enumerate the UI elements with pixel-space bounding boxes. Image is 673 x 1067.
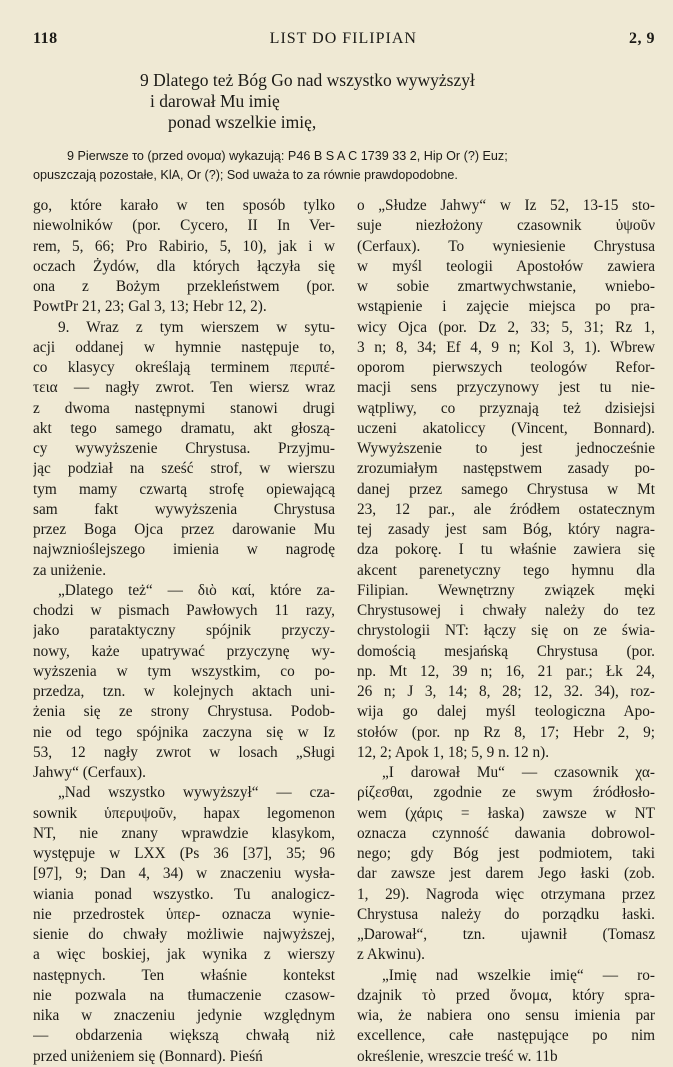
text-line: „Nad wszystko wywyższył“ — cza-: [58, 784, 335, 802]
text-line: z dwoma następnymi stanowi drugi: [33, 399, 335, 417]
text-line: PowtPr 21, 23; Gal 3, 13; Hebr 12, 2).: [33, 298, 267, 316]
text-line: stołów (por. np Rz 8, 17; Hebr 2, 9;: [357, 723, 655, 741]
text-line: jąc podział na sześć strof, w wierszu: [33, 460, 335, 478]
text-line: wija go dalej myśl teologiczna Apo-: [357, 703, 655, 721]
text-line: dzajnik τὸ przed ὄνομα, który spra-: [357, 986, 655, 1004]
verse-line: 9 Dlatego też Bóg Go nad wszystko wywyższył: [140, 70, 475, 90]
text-line: nie przedrostek ὑπερ- oznacza wynie-: [33, 905, 335, 923]
text-line: wiania ponad wszystko. Tu analogicz-: [33, 885, 335, 903]
text-line: uczeni akatoliccy (Vincent, Bonnard).: [357, 419, 655, 437]
text-line: sienie do chwały możliwie najwyższej,: [33, 926, 335, 943]
verse-line: ponad wszelkie imię,: [168, 112, 317, 132]
text-line: o „Słudze Jahwy“ w Iz 52, 13-15 sto-: [357, 197, 655, 214]
text-line: chodzi w pismach Pawłowych 11 razy,: [33, 602, 335, 619]
running-title: LIST DO FILIPIAN: [269, 30, 417, 47]
text-line: niewolników (por. Cycero, II In Ver-: [33, 217, 335, 235]
text-line: najwznioślejszego imienia w nagrodę: [33, 541, 335, 559]
text-line: następnych. Ten właśnie kontekst: [33, 966, 335, 984]
text-line: przed uniżeniem się (Bonnard). Pieśń: [33, 1047, 263, 1065]
text-line: wem (χάρις = łaska) zawsze w NT: [357, 804, 655, 822]
note-line: opuszczają pozostałe, KlA, Or (?); Sod uważa to za równie prawdopodobne.: [33, 168, 458, 182]
text-line: rem, 5, 66; Pro Rabirio, 5, 10), jak i w: [33, 237, 335, 255]
text-line: „I darował Mu“ — czasownik χα-: [382, 764, 655, 781]
text-line: NT, nie znany wprawdzie klasykom,: [33, 824, 335, 842]
text-line: wicy Ojca (por. Dz 2, 33; 5, 31; Rz 1,: [357, 318, 655, 336]
text-line: dza pokorę. I tu właśnie zawiera się: [357, 541, 655, 559]
text-line: z Akwinu).: [357, 946, 425, 964]
textual-note: [33, 147, 653, 185]
text-line: [97], 9; Dan 4, 34) w znaczeniu wysła-: [33, 865, 335, 883]
text-line: oznacza czynność dawania dobrowol-: [357, 824, 655, 842]
text-line: w myśl teologii Apostołów zawiera: [357, 257, 655, 275]
text-line: 26 n; J 3, 14; 8, 28; 12, 32. 34), roz-: [357, 683, 655, 700]
text-line: a więc boskiej, jak wynika z wierszy: [33, 946, 335, 964]
text-line: suje niezłożony czasownik ὑψοῦν: [357, 217, 655, 235]
text-line: nowy, każe upatrywać przyczynę wy-: [33, 642, 335, 660]
text-line: sownik ὑπερυψοῦν, hapax legomenon: [33, 804, 335, 822]
text-line: 23, 12 par., ale źródłem ostatecznym: [357, 500, 655, 518]
text-line: określenie, wreszcie treść w. 11b: [357, 1047, 558, 1065]
text-line: oczach Żydów, dla których łączyła się: [33, 257, 335, 275]
text-line: jako parataktyczny spójnik przyczy-: [33, 622, 335, 640]
text-line: go, które karało w ten sposób tylko: [33, 197, 335, 214]
text-line: tej zasady jest sam Bóg, który nagra-: [357, 521, 655, 538]
text-line: danej przez samego Chrystusa w Mt: [357, 480, 655, 498]
text-line: przedza, tzn. w kolejnych aktach uni-: [33, 683, 335, 700]
text-line: — obdarzenia większą chwałą niż: [33, 1027, 335, 1045]
text-line: wątpliwy, co przyznają też dzisiejsi: [357, 399, 655, 417]
text-line: akcent parenetyczny tego hymnu dla: [357, 561, 655, 579]
text-line: nika w znaczeniu jedynie względnym: [33, 1007, 335, 1024]
text-line: 12, 2; Apok 1, 18; 5, 9 n. 12 n).: [357, 743, 550, 761]
text-line: macji sens przyczynowy jest tu nie-: [357, 379, 655, 397]
page-number: 118: [33, 30, 58, 47]
text-line: co klasycy określają terminem περιπέ-: [33, 359, 335, 376]
text-line: żenia się ze strony Chrystusa. Podob-: [33, 703, 335, 721]
text-line: 53, 12 nagły zwrot w losach „Sługi: [33, 743, 335, 761]
text-line: acji oddanej w hymnie następuje to,: [33, 338, 335, 356]
text-line: Chrystusowej i chwały należy do tez: [357, 602, 655, 619]
text-line: przez Boga Ojca przez darowanie Mu: [33, 521, 335, 538]
text-line: Wywyższenie to jest jednocześnie: [357, 440, 655, 457]
text-line: nie od tego spójnika zaczyna się w Iz: [33, 723, 335, 741]
running-header: [33, 30, 655, 48]
text-line: oporom pierwszych teologów Refor-: [357, 359, 655, 376]
text-line: dar zawsze jest darem Jego łaski (zob.: [357, 865, 655, 883]
text-line: „Imię nad wszelkie imię“ — ro-: [382, 966, 655, 984]
text-line: wyższenia w tym wszystkim, co po-: [33, 662, 335, 680]
text-line: τεια — nagły zwrot. Ten wiersz wraz: [33, 379, 335, 397]
scripture-verse: [140, 70, 600, 133]
text-line: „Darował“, tzn. ujawnił (Tomasz: [357, 926, 655, 943]
text-line: ρίζεσθαι, zgodnie ze swym źródłosło-: [357, 784, 655, 802]
text-line: sam fakt wywyższenia Chrystusa: [33, 500, 335, 518]
verse-line: i darował Mu imię: [150, 91, 280, 111]
text-line: chrystologii NT: łączy się on ze świa-: [357, 622, 655, 640]
text-line: zrozumiałym następstwem zasady po-: [357, 460, 655, 478]
commentary-left-column: [33, 196, 335, 1067]
note-line: 9 Pierwsze το (przed ονομα) wykazują: P46 B S A C 1739 33 2, Hip Or (?) Euz;: [67, 149, 508, 163]
text-line: „Dlatego też“ — διὸ καί, które za-: [58, 581, 335, 599]
text-line: wia, że nabiera ono sensu imienia par: [357, 1007, 655, 1024]
text-line: domością mesjańską Chrystusa (por.: [357, 642, 655, 660]
text-line: akt tego samego dramatu, akt głoszą-: [33, 419, 335, 437]
text-line: np. Mt 12, 39 n; 16, 21 par.; Łk 24,: [357, 662, 655, 680]
text-line: ona z Bożym przekleństwem (por.: [33, 278, 335, 295]
text-line: 1, 29). Nagroda więc otrzymana przez: [357, 885, 655, 903]
text-line: wstąpienie i zajęcie miejsca po pra-: [357, 298, 655, 316]
text-line: cy wywyższenie Chrystusa. Przyjmu-: [33, 440, 335, 457]
text-line: Jahwy“ (Cerfaux).: [33, 764, 146, 781]
text-line: Filipian. Wewnętrzny związek męki: [357, 581, 655, 599]
text-line: Chrystusa należy do porządku łaski.: [357, 905, 655, 923]
text-line: nie pozwala na tłumaczenie czasow-: [33, 986, 335, 1004]
text-line: 9. Wraz z tym wierszem w sytu-: [58, 318, 335, 336]
text-line: (Cerfaux). To wyniesienie Chrystusa: [357, 237, 655, 255]
text-line: tym mamy czwartą strofę opiewającą: [33, 480, 335, 498]
text-line: w sobie zmartwychwstanie, wniebo-: [357, 278, 655, 295]
text-line: excellence, całe następujące po nim: [357, 1027, 655, 1045]
chapter-verse: 2, 9: [628, 30, 655, 47]
text-line: nego; gdy Bóg jest podmiotem, taki: [357, 845, 655, 862]
text-line: za uniżenie.: [33, 561, 107, 579]
commentary-right-column: [357, 196, 655, 1067]
text-line: występuje w LXX (Ps 36 [37], 35; 96: [33, 845, 335, 862]
text-line: 3 n; 8, 34; Ef 4, 9 n; Kol 3, 1). Wbrew: [357, 338, 655, 356]
